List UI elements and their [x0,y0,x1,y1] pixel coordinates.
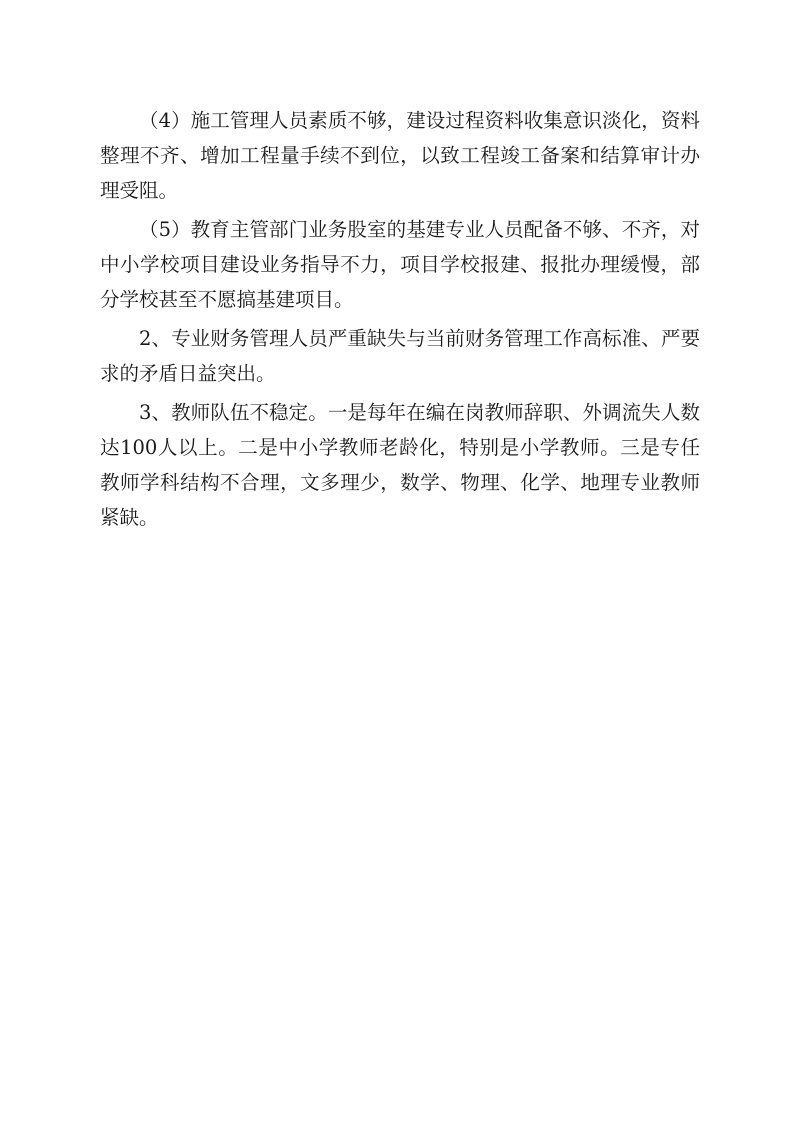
paragraph-teacher-team: 3、教师队伍不稳定。一是每年在编在岗教师辞职、外调流失人数达100人以上。二是中小学教师老龄化，特别是小学教师。三是专任教师学科结构不合理，文多理少，数学、物理、化学、地理专业教师紧缺。 [100,401,700,529]
paragraph-education-department: （5）教育主管部门业务股室的基建专业人员配备不够、不齐，对中小学校项目建设业务指导不力，项目学校报建、报批办理缓慢，部分学校甚至不愿搞基建项目。 [100,218,700,311]
paragraph-construction-staff: （4）施工管理人员素质不够，建设过程资料收集意识淡化，资料整理不齐、增加工程量手续不到位，以致工程竣工备案和结算审计办理受阻。 [100,109,700,202]
paragraph-finance-staff: 2、专业财务管理人员严重缺失与当前财务管理工作高标准、严要求的矛盾日益突出。 [100,327,700,385]
document-page [100,103,700,539]
